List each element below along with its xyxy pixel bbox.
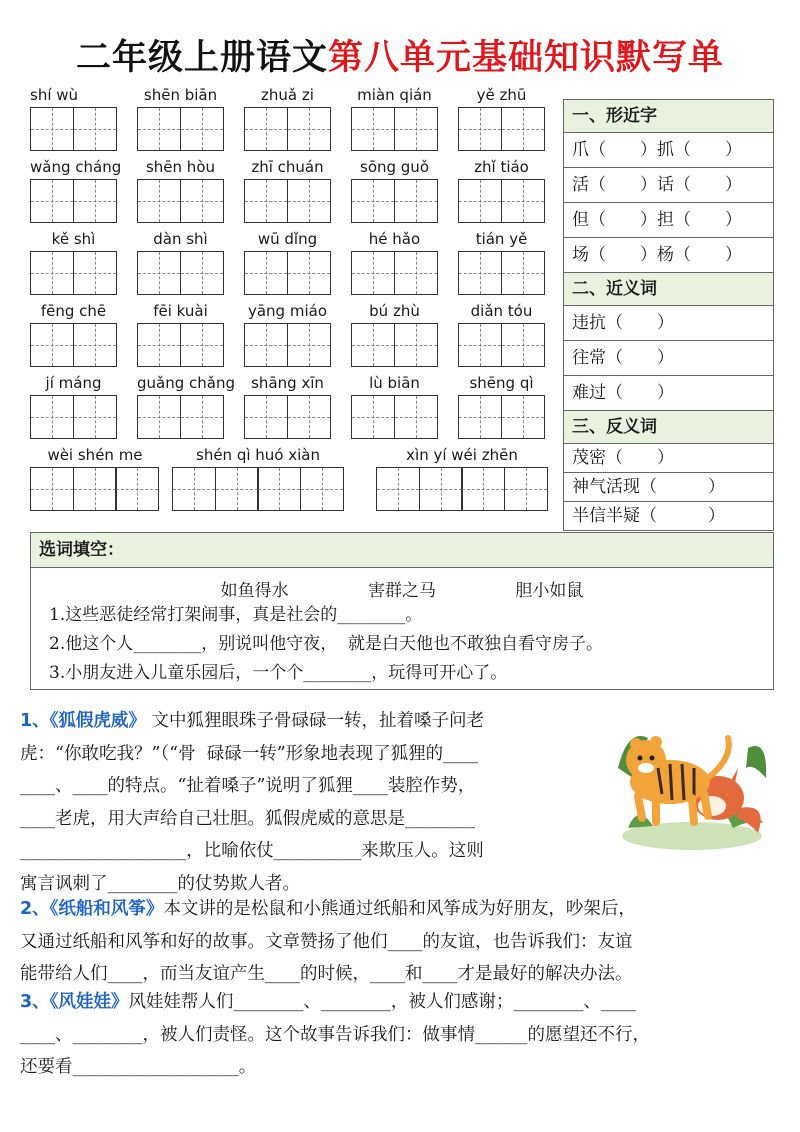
writing-cells[interactable] [30,179,117,223]
passage-paper-boat-kite [20,893,636,991]
fill-in-section [30,532,774,690]
word-option: 胆小如鼠 [515,581,584,601]
similar-char-row[interactable]: 场（ ）杨（ ） [564,238,773,273]
fill-question[interactable]: 3.小朋友进入儿童乐园后，一个个________，玩得可开心了。 [49,663,508,683]
passage-line[interactable]: ____、____的特点。“扯着嗓子”说明了狐狸____装腔作势， [20,776,476,796]
pinyin-label: bú zhù [369,302,420,320]
pinyin-label: sōng guǒ [360,158,429,176]
writing-cells[interactable] [458,179,545,223]
pinyin-label: zhuǎ zi [261,86,314,104]
fill-question[interactable]: 2.他这个人________，别说叫他守夜， 就是白天他也不敢独自看守房子。 [49,634,604,654]
passage-line[interactable]: 又通过纸船和风筝和好的故事。文章赞扬了他们____的友谊，也告诉我们：友谊 [20,931,633,952]
word-bank [31,576,773,601]
writing-cells[interactable] [244,107,331,151]
section-heading-synonyms: 二、近义词 [564,273,773,306]
passage-label: 1、《狐假虎威》 [20,711,146,731]
pinyin-label: guǎng chǎng [137,374,235,392]
similar-char-row[interactable]: 活（ ）话（ ） [564,168,773,203]
pinyin-label: dàn shì [153,230,208,248]
passage-line: 文中狐狸眼珠子骨碌碌一转，扯着嗓子问老 [145,711,484,731]
pinyin-label: shén qì huó xiàn [196,446,320,464]
pinyin-label: zhǐ tiáo [474,158,529,176]
pinyin-row [30,374,555,446]
pinyin-label: kě shì [51,230,96,248]
writing-cells[interactable] [137,251,224,295]
writing-cells[interactable] [458,323,545,367]
pinyin-row [30,230,555,302]
section-heading-antonyms: 三、反义词 [564,411,773,444]
section-heading-similar-chars: 一、形近字 [564,100,773,133]
antonym-row[interactable]: 半信半疑（ ） [572,506,725,526]
pinyin-label: wèi shén me [47,446,143,464]
writing-cells[interactable] [137,179,224,223]
writing-cells[interactable] [137,323,224,367]
pinyin-label: diǎn tóu [470,302,533,320]
pinyin-row: shí wù shēn biān zhuǎ zi miàn qián yě zhū [30,86,555,158]
page-title: 二年级上册语文第八单元基础知识默写单 [75,38,725,78]
fill-in-heading: 选词填空： [31,533,773,568]
passage-wind-doll [20,986,650,1084]
pinyin-label: fēi kuài [153,302,208,320]
writing-cells[interactable] [351,395,438,439]
pinyin-label: tián yě [475,230,528,248]
writing-cells[interactable] [244,323,331,367]
antonym-row[interactable]: 茂密（ ） [564,444,773,473]
passage-line[interactable]: 虎：“你敢吃我？”（“骨 碌碌一转”形象地表现了狐狸的____ [20,743,479,764]
synonym-row[interactable]: 往常（ ） [564,341,773,376]
antonym-row[interactable]: 神气活现（ ） [564,473,773,502]
passage-line: 本文讲的是松鼠和小熊通过纸船和风筝成为好朋友，吵架后， [163,899,636,919]
writing-cells[interactable] [137,107,224,151]
passage-line[interactable]: ___________________，比喻依仗__________来欺压人。这则 [20,841,484,861]
writing-cells[interactable] [30,395,117,439]
passage-fox-tiger [20,705,484,900]
pinyin-label: shāng xīn [251,374,324,392]
passage-line[interactable]: 能带给人们____，而当友谊产生____的时候，____和____才是最好的解决办法。 [20,964,633,984]
word-option: 害群之马 [368,581,436,601]
writing-cells[interactable] [351,179,438,223]
writing-cells[interactable] [137,395,224,439]
pinyin-row [30,158,555,230]
similar-char-row[interactable]: 但（ ）担（ ） [564,203,773,238]
word-option: 如鱼得水 [220,581,289,601]
passage-line[interactable]: ____老虎，用大声给自己壮胆。狐假虎威的意思是________ [20,808,475,829]
pinyin-label: miàn qián [357,86,432,104]
pinyin-label: jí máng [45,374,102,392]
pinyin-label: wǎng cháng [30,158,122,176]
passage-line[interactable]: 风娃娃帮人们________、________，被人们感谢；________、____ [128,992,636,1012]
passage-line[interactable]: 寓言讽刺了________的仗势欺人者。 [20,873,300,894]
passage-line[interactable]: ____、________，被人们责怪。这个故事告诉我们：做事情______的愿望还不行， [20,1024,650,1045]
writing-cells[interactable] [351,251,438,295]
writing-cells[interactable] [30,251,117,295]
pinyin-label: wū dǐng [257,230,318,248]
pinyin-grid [30,86,555,514]
synonym-row[interactable]: 违抗（ ） [564,306,773,341]
writing-cells[interactable] [244,179,331,223]
writing-cells[interactable] [172,467,344,511]
writing-cells[interactable] [351,107,438,151]
pinyin-label: yě zhū [476,86,527,104]
fill-question[interactable]: 1.这些恶徒经常打架闹事，真是社会的________。 [49,605,423,625]
passage-label: 3、《风娃娃》 [20,992,129,1012]
writing-cells[interactable] [458,395,545,439]
writing-cells[interactable] [30,467,159,511]
passage-label: 2、《纸船和风筝》 [20,899,164,919]
pinyin-label: zhī chuán [251,158,324,176]
pinyin-label: xìn yí wéi zhēn [406,446,518,464]
pinyin-row [30,302,555,374]
pinyin-label: fēng chē [40,302,107,320]
similar-char-row[interactable]: 爪（ ）抓（ ） [564,133,773,168]
pinyin-label: hé hǎo [368,230,421,248]
writing-cells[interactable] [376,467,548,511]
passage-line[interactable]: 还要看___________________。 [20,1057,257,1077]
pinyin-row [30,446,555,514]
writing-cells[interactable] [458,107,545,151]
pinyin-label: yāng miáo [247,302,327,320]
writing-cells[interactable] [458,251,545,295]
writing-cells[interactable] [244,251,331,295]
pinyin-label: shēn hòu [145,158,216,176]
writing-cells[interactable] [30,323,117,367]
tiger-and-fox-icon [608,708,776,858]
pinyin-label: shēn biān [143,86,218,104]
pinyin-label: shēng qì [469,374,534,392]
writing-cells[interactable] [351,323,438,367]
pinyin-label: lù biān [369,374,420,392]
synonym-row[interactable]: 难过（ ） [564,376,773,411]
writing-cells[interactable] [244,395,331,439]
word-exercise-table [563,99,774,531]
writing-cells[interactable] [30,107,117,151]
